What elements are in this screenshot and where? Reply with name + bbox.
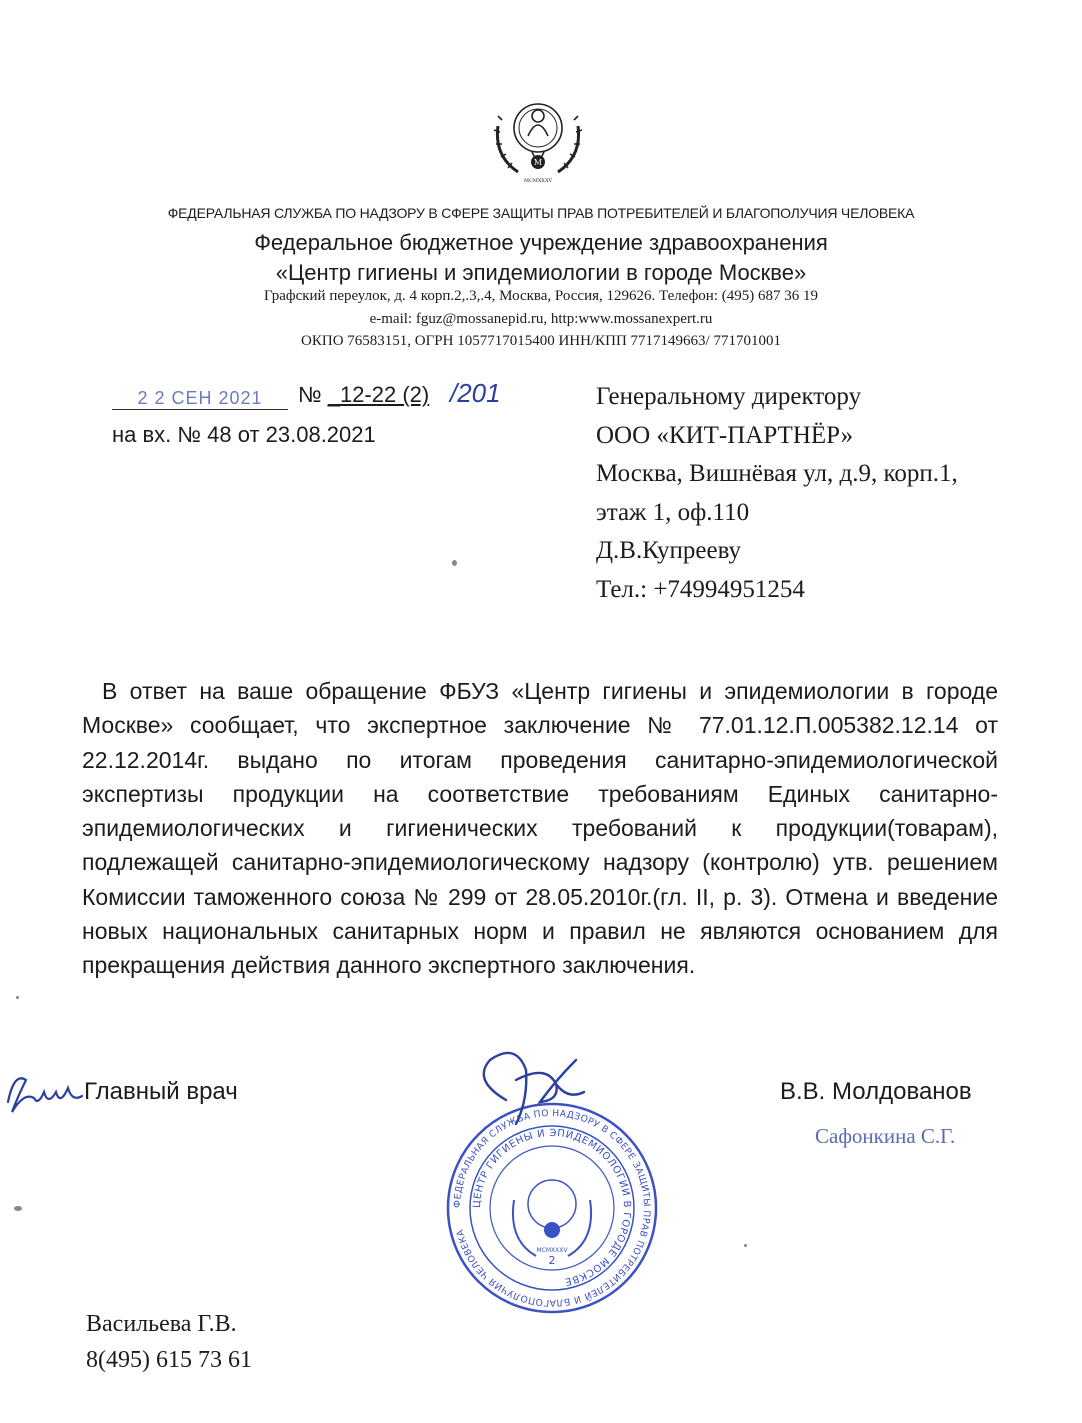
handwritten-number: /201 <box>450 378 501 408</box>
executor-name: Васильева Г.В. <box>86 1311 237 1337</box>
official-seal <box>444 1100 660 1316</box>
seal-inner-text: ЦЕНТР ГИГИЕНЫ И ЭПИДЕМИОЛОГИИ В ГОРОДЕ МОСКВЕ <box>471 1127 633 1287</box>
executor-phone: 8(495) 615 73 61 <box>86 1347 252 1373</box>
scan-speck <box>452 560 457 566</box>
org-contacts: e-mail: fguz@mossanepid.ru, http:www.mossanexpert.ru <box>369 311 713 327</box>
addressee-line: ООО «КИТ-ПАРТНЁР» <box>596 421 854 449</box>
org-name-line2: «Центр гигиены и эпидемиологии в городе Москве» <box>275 260 807 285</box>
seal-number: 2 <box>548 1254 556 1267</box>
addressee-block <box>596 378 958 609</box>
signer-name: В.В. Молдованов <box>780 1078 972 1105</box>
scan-speck <box>14 1206 22 1211</box>
svg-text:M: M <box>533 158 543 167</box>
addressee-line: Д.В.Купрееву <box>596 537 742 564</box>
emblem-motto: MCMXXXV <box>523 178 553 184</box>
signer-title: Главный врач <box>84 1078 238 1105</box>
letter-body: В ответ на ваше обращение ФБУЗ «Центр гигиены и эпидемиологии в городе Москве» сообщает, что экспертное заключение № 77.01.12.П.005382.12.14 от 22.12.2014г. выдано по итогам проведения санитарно-эпидемиологической экспертизы продукции на соответствие требованиям Единых санитарно-эпидемиологических и гигиенических требований к продукции(товарам), подлежащей санитарно-эпидемиологическому надзору (контролю) утв. решением Комиссии таможенного союза № 299 от 28.05.2010г.(гл. II, р. 3). Отмена и введение новых национальных санитарных норм и правил не являются основанием для прекращения действия данного экспертного заключения. <box>82 678 998 979</box>
org-codes: ОКПО 76583151, ОГРН 1057717015400 ИНН/КПП 7717149663/ 771701001 <box>301 333 781 349</box>
addressee-line: Тел.: +74994951254 <box>596 575 805 603</box>
agency-name: ФЕДЕРАЛЬНАЯ СЛУЖБА ПО НАДЗОРУ В СФЕРЕ ЗАЩИТЫ ПРАВ ПОТРЕБИТЕЛЕЙ И БЛАГОПОЛУЧИЯ ЧЕЛОВЕКА <box>167 205 915 221</box>
scan-speck <box>744 1244 747 1247</box>
signer-acting-name: Сафонкина С.Г. <box>815 1124 956 1148</box>
addressee-line: этаж 1, оф.110 <box>596 498 750 526</box>
scan-speck <box>16 996 19 999</box>
seal-motto: MCMXXXV <box>536 1247 568 1254</box>
emblem-icon <box>488 86 588 186</box>
number-value: _12-22 (2) <box>327 382 430 407</box>
executor-block <box>86 1306 252 1378</box>
outgoing-number <box>298 382 429 408</box>
date-stamp: 2 2 СЕН 2021 <box>112 388 288 410</box>
org-address: Графский переулок, д. 4 корп.2,.3,.4, Москва, Россия, 129626. Телефон: (495) 687 36 19 <box>263 288 818 304</box>
addressee-line: Москва, Вишнёвая ул, д.9, корп.1, <box>596 460 958 487</box>
incoming-reference: на вх. № 48 от 23.08.2021 <box>112 422 376 447</box>
director-signature <box>456 1040 596 1130</box>
org-name-line1: Федеральное бюджетное учреждение здравоохранения <box>254 230 828 255</box>
addressee-line: Генеральному директору <box>596 383 862 410</box>
initials-signature <box>4 1062 86 1122</box>
number-prefix: № <box>298 382 328 407</box>
seal-outer-text: ФЕДЕРАЛЬНАЯ СЛУЖБА ПО НАДЗОРУ В СФЕРЕ ЗАЩИТЫ ПРАВ ПОТРЕБИТЕЛЕЙ И БЛАГОПОЛУЧИЯ ЧЕЛОВЕКА <box>451 1107 653 1309</box>
